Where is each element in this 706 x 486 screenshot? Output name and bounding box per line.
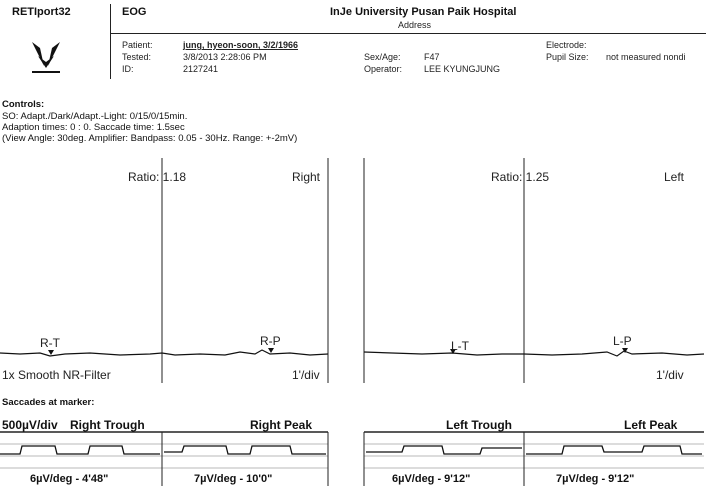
hospital-address: Address — [398, 20, 432, 30]
right-filter-label: 1x Smooth NR-Filter — [2, 368, 111, 382]
header-vertical-rule — [110, 4, 111, 79]
left-peak-value: 7µV/deg - 9'12" — [556, 473, 635, 485]
left-plot-axes — [362, 158, 706, 388]
right-side-label: Right — [292, 170, 321, 184]
left-scale-label: 1'/div — [656, 368, 684, 382]
hospital-name: InJe University Pusan Paik Hospital — [330, 6, 517, 18]
right-trough-label: R-T — [40, 336, 60, 350]
left-trough-title: Left Trough — [446, 418, 512, 432]
patient-value: jung, hyeon-soon, 3/2/1966 — [183, 40, 299, 50]
pupil-label: Pupil Size: — [546, 52, 589, 62]
id-value: 2127241 — [183, 64, 219, 74]
right-scale-label: 1'/div — [292, 368, 320, 382]
pupil-value: not measured nondi — [606, 52, 686, 62]
right-trough-title: Right Trough — [70, 418, 145, 432]
right-trough-value: 6µV/deg - 4'48" — [30, 473, 109, 485]
controls-line-3: (View Angle: 30deg. Amplifier: Bandpass: 0.05 - 30Hz. Range: +-2mV) — [2, 133, 298, 144]
right-trough-marker-icon — [48, 350, 54, 355]
tested-value: 3/8/2013 2:28:06 PM — [183, 52, 267, 62]
tested-label: Tested: — [122, 52, 152, 62]
controls-line-2: Adaption times: 0 : 0. Saccade time: 1.5sec — [2, 122, 185, 133]
controls-line-1: SO: Adapt./Dark/Adapt.-Light: 0/15/0/15min. — [2, 111, 188, 122]
left-ratio-label: Ratio: 1.25 — [491, 170, 550, 184]
logo-icon — [28, 38, 64, 76]
right-plot-axes — [0, 158, 330, 388]
controls-title: Controls: — [2, 99, 45, 110]
right-trough-saccade-trace — [0, 446, 160, 454]
patient-label: Patient: — [122, 40, 153, 50]
test-name: EOG — [122, 6, 147, 18]
id-label: ID: — [122, 64, 134, 74]
right-peak-label: R-P — [260, 334, 281, 348]
left-eog-trace — [364, 351, 704, 356]
left-side-label: Left — [664, 170, 685, 184]
operator-value: LEE KYUNGJUNG — [424, 64, 501, 74]
header-top-rule — [110, 33, 706, 34]
sexage-value: F47 — [424, 52, 440, 62]
left-peak-label: L-P — [613, 334, 632, 348]
right-peak-title: Right Peak — [250, 418, 313, 432]
right-peak-marker-icon — [268, 348, 274, 353]
app-name: RETIport32 — [12, 6, 71, 18]
right-ratio-label: Ratio: 1.18 — [128, 170, 187, 184]
left-peak-title: Left Peak — [624, 418, 678, 432]
left-trough-value: 6µV/deg - 9'12" — [392, 473, 471, 485]
electrode-label: Electrode: — [546, 40, 587, 50]
left-trough-saccade-trace — [366, 446, 522, 454]
saccade-scale-label: 500µV/div — [2, 418, 58, 432]
left-peak-saccade-trace — [526, 446, 702, 454]
sexage-label: Sex/Age: — [364, 52, 401, 62]
right-peak-value: 7µV/deg - 10'0" — [194, 473, 273, 485]
operator-label: Operator: — [364, 64, 403, 74]
right-peak-saccade-trace — [164, 446, 326, 454]
saccades-title: Saccades at marker: — [2, 397, 95, 408]
left-trough-label: L-T — [451, 339, 469, 353]
